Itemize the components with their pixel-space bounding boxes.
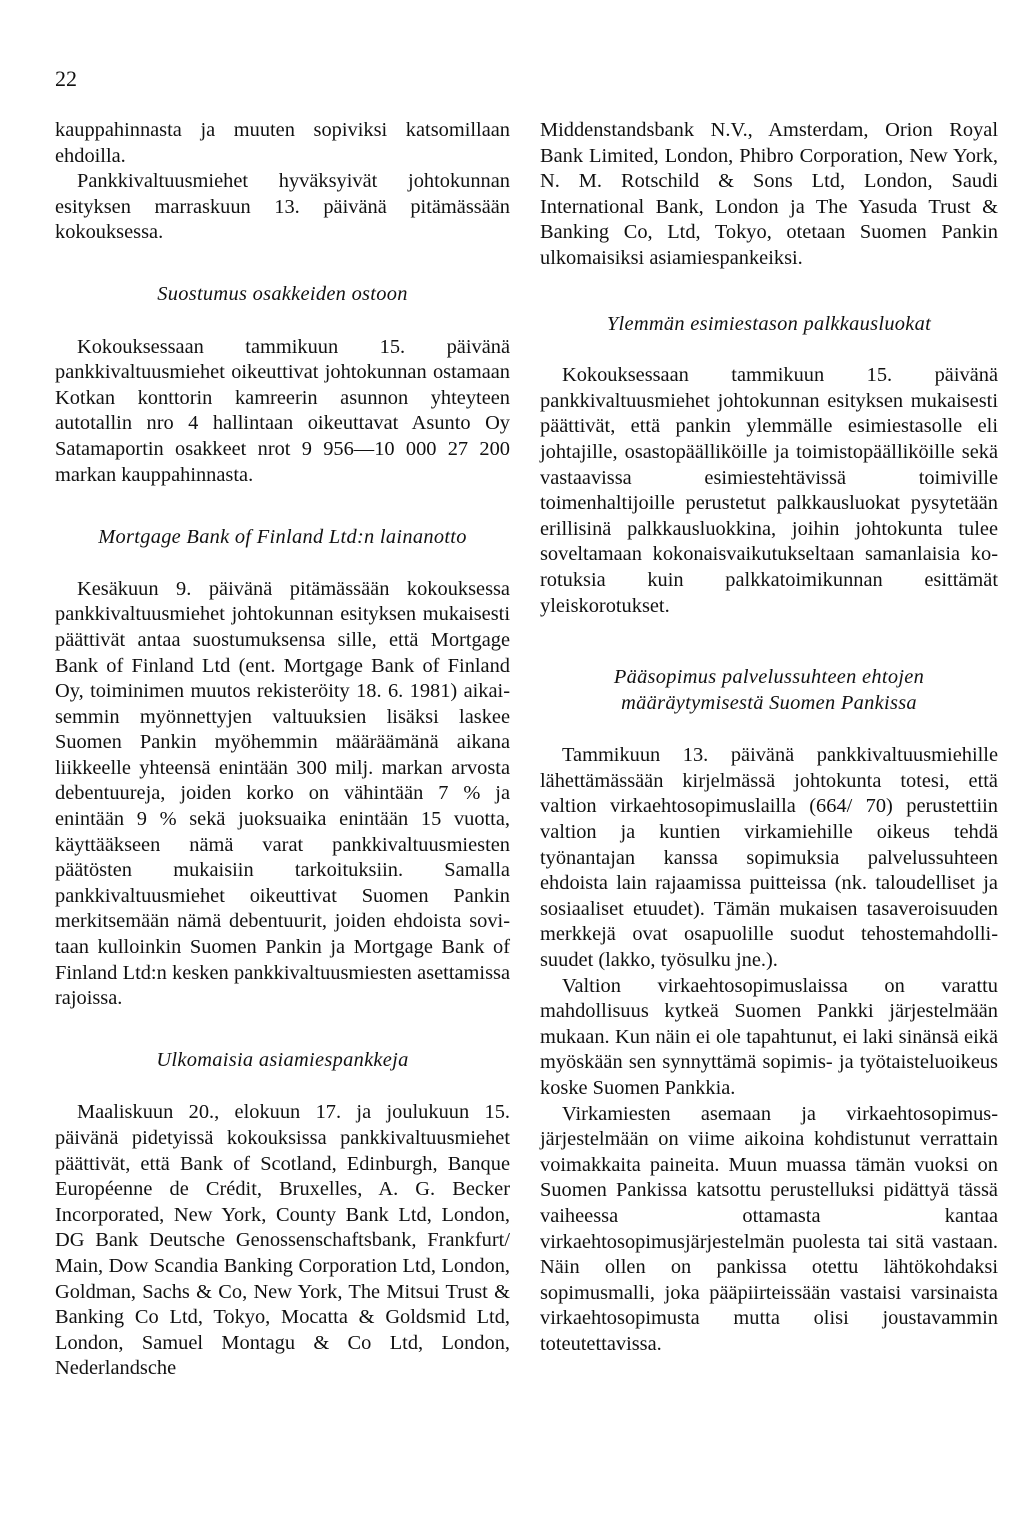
page-number: 22	[55, 66, 77, 91]
paragraph-right-1: Middenstandsbank N.V., Amsterdam, Orion Royal Bank Limited, London, Phibro Corporation, New York, N. M. Rotschild & Sons Ltd, London, Saudi International Bank, London ja The Yasuda Trust & Banking Co, Ltd, Tokyo, otetaan Suomen Pankin ulkomaisiksi asiamiespankeiksi.	[540, 119, 998, 269]
paragraph-left-2: Pankkivaltuusmiehet hyväksyivät johtokunnan esityksen marraskuun 13. päivänä pitämässään kokouksessa.	[55, 170, 510, 244]
paragraph-left-5: Maaliskuun 20., elokuun 17. ja joulukuun 15. päivänä pidetyissä kokouksissa pankkivaltuusmiehet päättivät, että Bank of Scotland, Edinburgh, Banque Européenne de Crédit, Bruxelles, A. G. Becker Incorporated, New York, County Bank Ltd, London, DG Bank Deutsche Genossenschaftsbank, Frankfurt/ Main, Dow Scandia Banking Corporation Ltd, London, Goldman, Sachs & Co, New York, The Mitsui Trust & Banking Co Ltd, Tokyo, Mocatta & Goldsmid Ltd, London, Samuel Montagu & Co Ltd, London, Nederlandsche	[55, 1101, 510, 1380]
section-heading-ulkomaisia: Ulkomaisia asiamiespankkeja	[156, 1048, 409, 1071]
section-heading-suostumus: Suostumus osakkeiden ostoon	[157, 282, 408, 305]
right-column	[540, 118, 998, 1358]
paragraph-left-3: Kokouksessaan tammikuun 15. päivänä pankkivaltuusmiehet oikeuttivat johtokunnan ostamaan Kotkan konttorin kamreerin asunnon yhteyteen autotallin nro 4 hallintaan oikeuttavat Asunto Oy Satamaportin osakkeet nrot 9 956—10 000 27 200 markan kauppahinnasta.	[55, 335, 510, 486]
section-heading-paasopimus-line1: Pääsopimus palvelussuhteen ehtojen	[613, 666, 925, 689]
paragraph-right-2: Kokouksessaan tammikuun 15. päivänä pankkivaltuusmiehet johtokunnan esityksen mukaisesti päättivät, että pankin ylemmälle esimiestasolle eli johtajille, osastopäälliköille ja toimistopäälliköille sekä vastaavissa esimiestehtävissä toimiville toimenhaltijoille perustetut palkkausluokat pysytetään erillisinä palkkausluokkina, joihin johtokunta tulee soveltamaan kokonaisvaikutukseltaan samanlaisia korotuksia kuin palkkatoimikunnan esittämät yleiskorotukset.	[540, 364, 998, 617]
section-heading-ylemman: Ylemmän esimiestason palkkausluokat	[606, 312, 932, 335]
paragraph-left-4: Kesäkuun 9. päivänä pitämässään kokouksessa pankkivaltuusmiehet johtokunnan esityksen mukaisesti päättivät antaa suostumuksensa sille, että Mortgage Bank of Finland Ltd (ent. Mortgage Bank of Finland Oy, toiminimen muutos rekisteröity 18. 6. 1981) aikaisemmin myönnettyjen valtuuksien lisäksi laskee Suomen Pankin myöhemmin määräämänä aikana liikkeelle yhteensä enintään 300 milj. markan arvosta debentuureja, joiden korko on vähintään 7 % ja enintään 9 % sekä juoksuaika enintään 15 vuotta, käyttääkseen nämä varat pankkivaltuusmiesten päätösten mukaisiin tarkoituksiin. Samalla pankkivaltuusmiehet oikeuttivat Suomen Pankin merkitsemään nämä debentuurit, joiden ehdoista sovitaan kulloinkin Suomen Pankin ja Mortgage Bank of Finland Ltd:n kesken pankkivaltuusmiesten asettamissa rajoissa.	[55, 577, 510, 1010]
paragraph-right-4: Valtion virkaehtosopimuslaissa on varattu mahdollisuus kytkeä Suomen Pankki järjestelmään mukaan. Kun näin ei ole tapahtunut, ei laki sinänsä eikä myöskään sen synnyttämä sopimis- ja työtaisteluoikeus koske Suomen Pankkia.	[540, 974, 998, 1099]
left-column	[55, 118, 510, 1382]
section-heading-paasopimus-line2: määräytymisestä Suomen Pankissa	[621, 691, 917, 714]
paragraph-right-5: Virkamiesten asemaan ja virkaehtosopimusjärjestelmään on viime aikoina kohdistunut verrattain voimakkaita paineita. Muun muassa tämän vuoksi on Suomen Pankissa katsottu perustelluksi pidättyä tässä vaiheessa ottamasta kantaa virkaehtosopimusjärjestelmän puolesta tai sitä vastaan. Näin ollen on pankissa otettu lähtökohdaksi sopimusmalli, joka pääpiirteissään vastaisi varsinaista virkaehtosopimusta mutta olisi joustavammin toteutettavissa.	[540, 1102, 998, 1355]
paragraph-right-3: Tammikuun 13. päivänä pankkivaltuusmiehille lähettämässään kirjelmässä johtokunta totesi, että valtion virkaehtosopimuslailla (664/ 70) perustettiin valtion ja kuntien virkamiehille oikeus tehdä työnantajan kanssa sopimuksia palvelussuhteen ehdoista lain rajaamissa puitteissa (nk. taloudelliset ja sosiaaliset etuudet). Tämän mukaisen tasaveroisuuden merkkejä ovat osapuolille suodut tehostemahdollisuudet (lakko, työsulku jne.).	[540, 744, 998, 972]
section-heading-mortgage-bank: Mortgage Bank of Finland Ltd:n lainanotto	[98, 526, 467, 549]
paragraph-left-1: kauppahinnasta ja muuten sopiviksi katsomillaan ehdoilla.	[55, 119, 510, 167]
